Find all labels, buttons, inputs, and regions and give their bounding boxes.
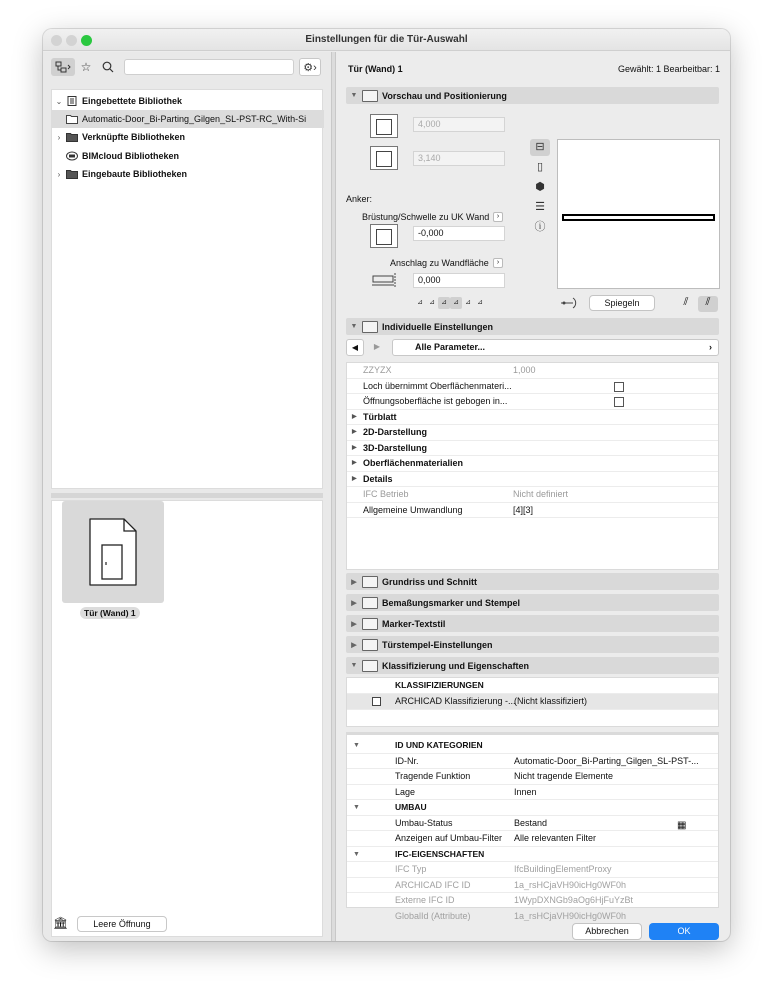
- settings-window: [43, 29, 730, 941]
- next-page-button[interactable]: ▶: [373, 342, 381, 351]
- section-title: Individuelle Einstellungen: [382, 321, 494, 332]
- triangle-right-icon: ▶: [352, 460, 357, 466]
- section-preview-positioning[interactable]: [346, 87, 719, 104]
- checkbox[interactable]: [614, 397, 624, 407]
- bruestung-field[interactable]: -0,000: [413, 226, 505, 241]
- param-row[interactable]: Allgemeine Umwandlung [4][3]: [347, 503, 718, 519]
- library-tree-view-button[interactable]: [51, 58, 75, 76]
- parameter-page-label: Alle Parameter...: [415, 342, 486, 352]
- tree-item-builtin[interactable]: [52, 165, 324, 183]
- tree-item-automatic-door[interactable]: [52, 110, 324, 128]
- anchor-right-icon[interactable]: ⊿: [465, 299, 471, 306]
- folder-icon: [66, 114, 78, 124]
- anchor-buttons: [414, 297, 486, 309]
- anschlag-label: Anschlag zu Wandfläche: [390, 258, 489, 268]
- library-panel: [43, 52, 331, 941]
- param-row[interactable]: ZZYZX 1,000: [347, 363, 718, 379]
- section-title: Bemaßungsmarker und Stempel: [382, 597, 521, 608]
- empty-opening-button[interactable]: Leere Öffnung: [77, 916, 167, 932]
- anschlag-options-button[interactable]: ›: [493, 258, 503, 268]
- chevron-down-icon[interactable]: ⌄: [55, 96, 63, 106]
- property-row[interactable]: IFC Typ IfcBuildingElementProxy: [347, 862, 718, 878]
- elevation-view-icon[interactable]: ▯: [536, 161, 544, 173]
- param-group-row[interactable]: ▶ 2D-Darstellung: [347, 425, 718, 441]
- zoom-window-button[interactable]: [81, 35, 92, 46]
- section-title: Marker-Textstil: [382, 618, 446, 629]
- triangle-right-icon: ▶: [352, 413, 357, 420]
- anchor-left-icon[interactable]: ⊿: [417, 299, 423, 306]
- floor-plan-icon: [362, 576, 378, 588]
- mirror-button[interactable]: Spiegeln: [589, 295, 655, 311]
- library-toolbar: [43, 52, 331, 82]
- reveal-icon: [370, 270, 400, 290]
- minimize-window-button[interactable]: [66, 35, 77, 46]
- property-group-header[interactable]: ▼ UMBAU: [347, 800, 718, 816]
- section-klassifizierung[interactable]: [346, 657, 719, 674]
- cloud-icon: [66, 151, 78, 161]
- section-tuerstempel[interactable]: [346, 636, 719, 653]
- param-group-row[interactable]: ▶ Details: [347, 472, 718, 488]
- door-file-icon: [62, 501, 164, 603]
- opening-side-right-icon[interactable]: ⫽: [698, 296, 718, 312]
- section-bemassung[interactable]: [346, 594, 719, 611]
- linked-folder-icon: [66, 132, 78, 142]
- triangle-down-icon: ▼: [350, 662, 358, 669]
- classification-table: [346, 677, 719, 727]
- triangle-down-icon: ▼: [353, 804, 360, 811]
- triangle-right-icon: ▶: [351, 641, 357, 649]
- anchor-center-icon[interactable]: ⊿: [429, 299, 435, 306]
- triangle-right-icon: ▶: [352, 444, 357, 451]
- cancel-button[interactable]: Abbrechen: [572, 923, 642, 940]
- prev-page-button[interactable]: ◀: [346, 339, 364, 356]
- search-input[interactable]: [124, 59, 294, 75]
- anchor-active-icon[interactable]: ⊿: [438, 297, 450, 309]
- preview-canvas: [557, 139, 720, 289]
- param-group-row[interactable]: ▶ 3D-Darstellung: [347, 441, 718, 457]
- classification-row[interactable]: ARCHICAD Klassifizierung -... (Nicht klassifiziert): [347, 694, 718, 710]
- tree-item-linked[interactable]: [52, 128, 324, 146]
- folder-icon: [66, 169, 78, 179]
- section-title: Türstempel-Einstellungen: [382, 639, 493, 650]
- tree-item-embedded[interactable]: [52, 92, 324, 110]
- title-bar: [43, 29, 730, 51]
- checkbox[interactable]: [614, 382, 624, 392]
- search-button[interactable]: [100, 58, 116, 76]
- anker-label: Anker:: [346, 194, 373, 204]
- element-title: Tür (Wand) 1: [348, 64, 403, 74]
- ok-button[interactable]: OK: [649, 923, 719, 940]
- tree-item-label: Eingebettete Bibliothek: [82, 96, 183, 106]
- triangle-down-icon: ▼: [350, 92, 358, 99]
- triangle-right-icon: ▶: [352, 475, 357, 482]
- renovation-filter-icon[interactable]: ▦: [677, 819, 687, 831]
- triangle-right-icon: ▶: [351, 599, 357, 607]
- tree-view-icon: [55, 61, 71, 73]
- settings-panel: [336, 52, 730, 941]
- chevron-right-icon: ›: [709, 342, 712, 352]
- thumbnail-label: Tür (Wand) 1: [80, 607, 140, 619]
- selection-info: Gewählt: 1 Bearbeitbar: 1: [617, 64, 720, 74]
- parameter-table: [346, 362, 719, 570]
- document-icon: [66, 96, 78, 106]
- library-manager-icon[interactable]: 🏛: [53, 916, 69, 930]
- param-row[interactable]: Loch übernimmt Oberflächenmateri...: [347, 379, 718, 395]
- properties-table: [346, 732, 719, 908]
- door-thumbnail[interactable]: [62, 501, 164, 603]
- param-group-row[interactable]: ▶ Türblatt: [347, 410, 718, 426]
- height-field[interactable]: 3,140: [413, 151, 505, 166]
- parameter-nav: [346, 339, 719, 357]
- property-row[interactable]: ARCHICAD IFC ID 1a_rsHCjaVH90icHg0WF0h: [347, 878, 718, 894]
- height-icon: [370, 146, 398, 170]
- property-row[interactable]: Tragende Funktion Nicht tragende Elemente: [347, 769, 718, 785]
- triangle-down-icon: ▼: [350, 323, 358, 330]
- close-window-button[interactable]: [51, 35, 62, 46]
- classification-icon: [362, 660, 378, 672]
- tree-item-label: Automatic-Door_Bi-Parting_Gilgen_SL-PST-RC_With-Si: [82, 114, 307, 124]
- anchor-both-icon[interactable]: ⊿: [450, 297, 462, 309]
- info-icon[interactable]: ⓘ: [534, 221, 546, 233]
- sill-icon: [370, 224, 398, 248]
- chevron-right-icon[interactable]: ›: [57, 132, 61, 142]
- width-icon: [370, 114, 398, 138]
- tree-item-label: Eingebaute Bibliotheken: [82, 169, 188, 179]
- gear-icon: ⚙›: [303, 61, 317, 74]
- library-settings-button[interactable]: [299, 58, 321, 76]
- anchor-end-icon[interactable]: ⊿: [477, 299, 483, 306]
- tree-item-label: BIMcloud Bibliotheken: [82, 151, 180, 161]
- door-orientation-icon[interactable]: [559, 296, 585, 310]
- classification-header: KLASSIFIZIERUNGEN: [347, 678, 718, 694]
- param-row[interactable]: IFC Betrieb Nicht definiert: [347, 487, 718, 503]
- property-row[interactable]: Umbau-Status Bestand ▦: [347, 816, 718, 832]
- object-preview-pane: [51, 500, 323, 937]
- tree-item-label: Verknüpfte Bibliotheken: [82, 132, 186, 142]
- parameter-page-select[interactable]: [392, 339, 719, 356]
- dimension-marker-icon: [362, 597, 378, 609]
- checkbox[interactable]: [372, 697, 381, 706]
- triangle-right-icon: ▶: [351, 620, 357, 628]
- width-field[interactable]: 4,000: [413, 117, 505, 132]
- door-panel-icon: [362, 90, 378, 102]
- section-marker-textstil[interactable]: [346, 615, 719, 632]
- search-icon: [102, 61, 114, 73]
- tree-item-bimcloud[interactable]: [52, 147, 324, 165]
- section-title: Vorschau und Positionierung: [382, 90, 507, 101]
- param-group-row[interactable]: ▶ Oberflächenmaterialien: [347, 456, 718, 472]
- property-row[interactable]: Externe IFC ID 1WypDXNGb9aOg6HjFuYzBt: [347, 893, 718, 909]
- property-group-header[interactable]: ▼ ID UND KATEGORIEN: [347, 738, 718, 754]
- property-row[interactable]: GlobalId (Attribute) 1a_rsHCjaVH90icHg0WF0h: [395, 911, 627, 921]
- settings-grid-icon: [362, 321, 378, 333]
- chevron-right-icon[interactable]: ›: [57, 169, 61, 179]
- triangle-down-icon: ▼: [353, 850, 360, 858]
- param-row[interactable]: Öffnungsoberfläche ist gebogen in...: [347, 394, 718, 410]
- section-grundriss[interactable]: [346, 573, 719, 590]
- triangle-right-icon: ▶: [352, 429, 357, 435]
- door-stamp-icon: [362, 639, 378, 651]
- property-group-header[interactable]: ▼ IFC-EIGENSCHAFTEN: [347, 847, 718, 863]
- window-title: Einstellungen für die Tür-Auswahl: [305, 34, 468, 45]
- section-individual-settings[interactable]: [346, 318, 719, 335]
- property-row[interactable]: ID-Nr. Automatic-Door_Bi-Parting_Gilgen_SL-PST-...: [347, 754, 718, 770]
- 3d-view-icon[interactable]: ⬢: [535, 181, 545, 193]
- text-style-icon: [362, 618, 378, 630]
- opening-side-left-icon[interactable]: ⫽: [683, 296, 689, 308]
- triangle-down-icon: ▼: [353, 742, 360, 749]
- plan-view-icon[interactable]: ⊟: [530, 139, 550, 156]
- favorites-button[interactable]: [78, 58, 94, 76]
- bruestung-options-button[interactable]: ›: [493, 212, 503, 222]
- section-title: Klassifizierung und Eigenschaften: [382, 660, 530, 671]
- list-view-icon[interactable]: ☰: [535, 201, 545, 213]
- anschlag-field[interactable]: 0,000: [413, 273, 505, 288]
- property-row[interactable]: Lage Innen: [347, 785, 718, 801]
- door-plan-symbol: [562, 214, 715, 221]
- preview-mode-icons: [530, 139, 552, 233]
- pane-splitter[interactable]: [51, 493, 323, 498]
- bruestung-label: Brüstung/Schwelle zu UK Wand: [362, 212, 490, 222]
- library-tree: [51, 89, 323, 489]
- star-icon: ☆: [80, 60, 92, 74]
- property-row[interactable]: Anzeigen auf Umbau-Filter Alle relevanten Filter: [347, 831, 718, 847]
- section-title: Grundriss und Schnitt: [382, 576, 478, 587]
- triangle-right-icon: ▶: [351, 578, 357, 586]
